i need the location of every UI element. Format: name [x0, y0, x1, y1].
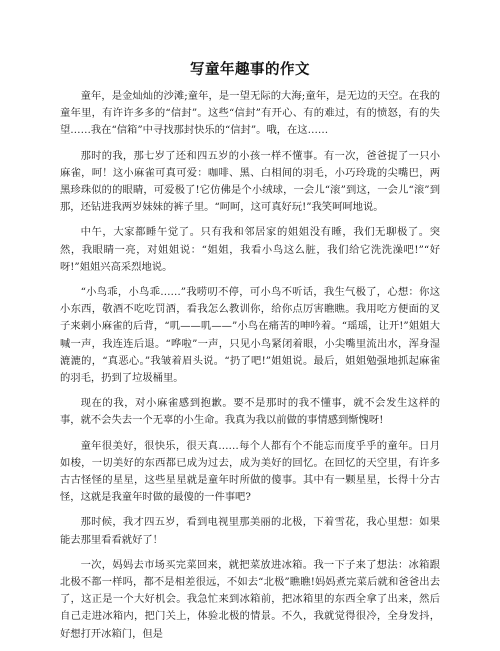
paragraph: 那时的我，那七岁了还和四五岁的小孩一样不懂事。有一次，爸爸捉了一只小麻雀，呵！这小麻雀可真可爱：咖啡、黑、白相间的羽毛，小巧玲珑的尖嘴巴，两黑珍珠似的的眼睛，可爱极了!它仿佛是个小绒球，一会儿“滚”到这，一会儿“滚”到那，还钻进我两岁妹妹的裤子里。“呵呵，这可真好玩!”我笑呵呵地说。: [60, 149, 440, 214]
paragraph: 童年，是金灿灿的沙滩;童年，是一望无际的大海;童年，是无边的天空。在我的童年里，有许许多多的“信封”。这些“信封”有开心、有的难过，有的愤怒，有的失望……我在“信箱”中寻找那封快乐的“信封”。哦，在这……: [60, 90, 440, 137]
document-body: [60, 88, 440, 651]
paragraph: 现在的我，对小麻雀感到抱歉。要不是那时的我不懂事，就不会发生这样的事，就不会失去一个无辜的小生命。我真为我以前做的事情感到惭愧呀!: [60, 397, 440, 427]
paragraph: 中午，大家都睡午觉了。只有我和邻居家的姐姐没有睡，我们无聊极了。突然，我眼睛一亮，对姐姐说：“姐姐，我看小鸟这么脏，我们给它洗洗澡吧!”“好呀!”姐姐兴高采烈地说。: [60, 226, 440, 273]
paragraph: 童年很美好，很快乐，很天真……每个人都有个不能忘而度乎乎的童年。日月如梭，一切美好的东西都已成为过去，成为美好的回忆。在回忆的天空里，有许多古古怪怪的星星，这些星星就是童年时所做的傻事。其中有一颗星星，长得十分古怪，这就是我童年时做的最傻的一件事吧?: [60, 439, 440, 504]
document-title: 写童年趣事的作文: [190, 61, 310, 78]
paragraph: 那时候，我才四五岁，看到电视里那美丽的北极，下着雪花，我心里想：如果能去那里看看就好了！: [60, 516, 440, 546]
paragraph: “小鸟乖，小鸟乖……”我唠叨不停，可小鸟不听话，我生气极了，心想：你这小东西，敬酒不吃吃罚酒，看我怎么教训你，给你点厉害瞧瞧。我用吃方便面的叉子来刺小麻雀的后背，“叽——叽——”小鸟在痛苦的呻吟着。“瑶瑶，让开!”姐姐大喊一声，我连连后退。“哗啦”一声，只见小鸟紧闭着眼，小尖嘴里流出水，浑身湿漉漉的，“真恶心。”我皱着眉头说。“扔了吧!”姐姐说。最后，姐姐勉强地抓起麻雀的羽毛，扔到了垃圾桶里。: [60, 286, 440, 385]
paragraph: 一次，妈妈去市场买完菜回来，就把菜放进冰箱。我一下子来了想法：冰箱跟北极不都一样吗，都不是相差很远，不如去“北极”瞧瞧!妈妈煮完菜后就和爸爸出去了，这正是一个大好机会。我急忙来到冰箱前，把冰箱里的东西全拿了出来，然后自己走进冰箱内，把门关上，体验北极的情景。不久，我就觉得很冷，全身发抖，好想打开冰箱门，但是: [60, 558, 440, 640]
